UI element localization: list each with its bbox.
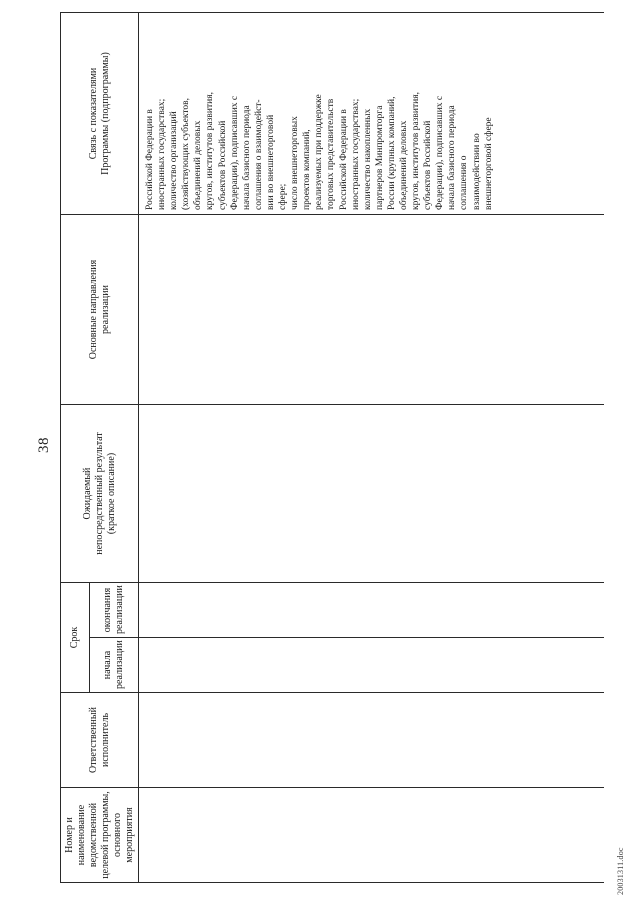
cell-expected-result bbox=[139, 405, 605, 583]
program-table bbox=[60, 12, 604, 883]
header-term-end: окончания реализации bbox=[90, 583, 139, 638]
header-program-name: Номер и наименование ведомственной целевой программы, основного мероприятия bbox=[61, 788, 139, 883]
header-term: Срок bbox=[61, 583, 90, 693]
table-row bbox=[139, 13, 605, 883]
table-header-row bbox=[61, 13, 90, 883]
header-indicators-link: Связь с показателями Программы (подпрограммы) bbox=[61, 13, 139, 215]
header-expected-result: Ожидаемый непосредственный результат (краткое описание) bbox=[61, 405, 139, 583]
header-directions: Основные направления реализации bbox=[61, 215, 139, 405]
page-number: 38 bbox=[36, 437, 52, 453]
cell-term-start bbox=[139, 638, 605, 693]
cell-indicators-link-text: Российской Федерации в иностранных государствах; количество организаций (хозяйствующих субъектов, объединений деловых кругов, институтов развития, субъектов Российской Федерации), подписавших с начала базисного периода соглашения о взаимодейст- вии во внешнеторговой сфере; число внешнеторговых проектов компаний, реализуемых при поддержке торговых представительств Российской Федерации в иностранных государствах; количество накопленных партнеров Минпромторга России (крупных компаний, объединений деловых кругов, институтов развития, субъектов Российской Федерации), подписавших с начала базисного периода соглашения о взаимодействии во внешнеторговой сфере bbox=[145, 92, 494, 210]
cell-executor bbox=[139, 693, 605, 788]
cell-program-name bbox=[139, 788, 605, 883]
footer-filename: 20031311.doc bbox=[616, 847, 625, 895]
header-executor: Ответственный исполнитель bbox=[61, 693, 139, 788]
header-term-start: начала реализации bbox=[90, 638, 139, 693]
cell-term-end bbox=[139, 583, 605, 638]
cell-indicators-link bbox=[139, 13, 605, 215]
cell-directions bbox=[139, 215, 605, 405]
